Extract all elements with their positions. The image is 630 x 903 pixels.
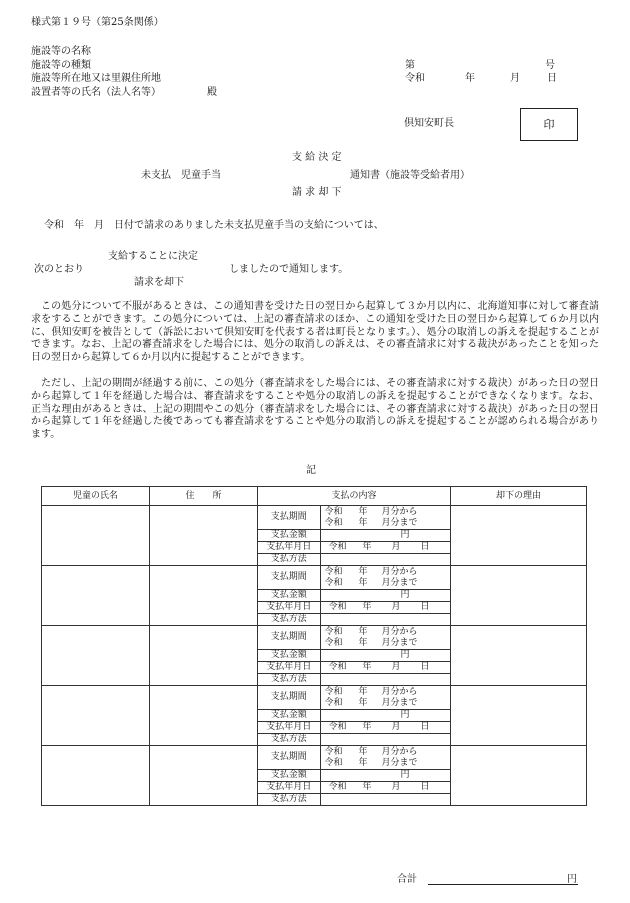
payment-table xyxy=(41,486,587,806)
period-value[interactable]: 令和 年 月分から 令和 年 月分まで xyxy=(320,566,450,590)
child-name-cell[interactable] xyxy=(42,746,150,806)
payment-details-grid xyxy=(258,566,450,625)
method-value[interactable] xyxy=(320,734,450,746)
address-cell[interactable] xyxy=(150,746,258,806)
period-value[interactable]: 令和 年 月分から 令和 年 月分まで xyxy=(320,686,450,710)
method-label: 支払方法 xyxy=(258,554,320,566)
date-value[interactable]: 令和 年 月 日 xyxy=(320,542,450,554)
decision-option-a: 支給することに決定 xyxy=(108,251,198,262)
date-value[interactable]: 令和 年 月 日 xyxy=(320,782,450,794)
date-value[interactable]: 令和 年 月 日 xyxy=(320,602,450,614)
method-value[interactable] xyxy=(320,794,450,806)
issue-date-year: 年 xyxy=(465,73,475,84)
appeal-notice-paragraph-2: ただし、上記の期間が経過する前に、この処分（審査請求をした場合には、その審査請求に対する裁決）があった日の翌日から起算して１年を経過した場合は、審査請求をすることや処分の取消しの訴えを提起することができなくなります。なお、正当な理由があるときは、上記の期間やこの処分（審査請求をした場合には、その審査請求に対する裁決）があった日の翌日から起算して１年を経過した後であっても審査請求をすることや処分の取消しの訴えを提起することが認められる場合があります。 xyxy=(31,378,599,441)
operator-name-label: 設置者等の氏名（法人名等） xyxy=(31,87,161,98)
title-left: 未支払 児童手当 xyxy=(141,170,221,181)
method-value[interactable] xyxy=(320,674,450,686)
child-name-cell[interactable] xyxy=(42,686,150,746)
doc-number-prefix: 第 xyxy=(405,60,415,71)
address-cell[interactable] xyxy=(150,686,258,746)
intro-text: 令和 年 月 日付で請求のありました未支払児童手当の支給については、 xyxy=(44,220,384,231)
date-label: 支払年月日 xyxy=(258,602,320,614)
table-row xyxy=(42,506,587,566)
payment-details-grid xyxy=(258,626,450,685)
amount-value[interactable]: 円 xyxy=(320,770,450,782)
child-name-cell[interactable] xyxy=(42,506,150,566)
payment-details-grid xyxy=(258,746,450,805)
amount-value[interactable]: 円 xyxy=(320,530,450,542)
amount-label: 支払金額 xyxy=(258,770,320,782)
child-name-cell[interactable] xyxy=(42,626,150,686)
decision-suffix: しましたので通知します。 xyxy=(229,264,349,275)
form-id: 様式第１９号（第25条関係） xyxy=(31,17,164,28)
method-label: 支払方法 xyxy=(258,734,320,746)
title-option-bottom: 請 求 却 下 xyxy=(292,187,342,198)
date-value[interactable]: 令和 年 月 日 xyxy=(320,662,450,674)
address-cell[interactable] xyxy=(150,506,258,566)
decision-prefix: 次のとおり xyxy=(34,264,84,275)
amount-value[interactable]: 円 xyxy=(320,710,450,722)
amount-value[interactable]: 円 xyxy=(320,590,450,602)
table-row xyxy=(42,566,587,626)
date-label: 支払年月日 xyxy=(258,662,320,674)
payment-details-cell xyxy=(258,626,451,686)
issue-date-day: 日 xyxy=(547,73,557,84)
method-label: 支払方法 xyxy=(258,674,320,686)
table-row xyxy=(42,746,587,806)
table-row xyxy=(42,686,587,746)
title-option-top: 支 給 決 定 xyxy=(292,152,342,163)
header-payment-details: 支払の内容 xyxy=(258,487,451,506)
title-right: 通知書（施設等受給者用） xyxy=(350,170,470,181)
appeal-notice-paragraph-1: この処分について不服があるときは、この通知書を受けた日の翌日から起算して３か月以内に、北海道知事に対して審査請求をすることができます。この処分については、上記の審査請求のほか、この通知を受けた日の翌日から起算して６か月以内に、倶知安町を被告として（訴訟において倶知安町を代表する者は町長となります。）、処分の取消しの訴えを提起することができます。なお、上記の審査請求をした場合には、処分の取消しの訴えは、その審査請求に対する裁決があったことを知った日の翌日から起算して６か月以内に提起することができます。 xyxy=(31,301,599,364)
method-label: 支払方法 xyxy=(258,794,320,806)
period-value[interactable]: 令和 年 月分から 令和 年 月分まで xyxy=(320,626,450,650)
address-cell[interactable] xyxy=(150,626,258,686)
period-label: 支払期間 xyxy=(258,746,320,770)
decision-option-b: 請求を却下 xyxy=(134,277,184,288)
period-label: 支払期間 xyxy=(258,506,320,530)
issue-date-era: 令和 xyxy=(405,73,425,84)
period-value[interactable]: 令和 年 月分から 令和 年 月分まで xyxy=(320,506,450,530)
payment-details-grid xyxy=(258,686,450,745)
amount-label: 支払金額 xyxy=(258,590,320,602)
rejection-reason-cell[interactable] xyxy=(451,746,587,806)
rejection-reason-cell[interactable] xyxy=(451,686,587,746)
seal-mark: 印 xyxy=(543,117,555,131)
method-value[interactable] xyxy=(320,614,450,626)
payment-details-cell xyxy=(258,686,451,746)
payment-details-cell xyxy=(258,506,451,566)
section-label: 記 xyxy=(306,465,316,476)
honorific: 殿 xyxy=(207,87,217,98)
amount-label: 支払金額 xyxy=(258,650,320,662)
header-rejection-reason: 却下の理由 xyxy=(451,487,587,506)
facility-type-label: 施設等の種類 xyxy=(31,60,91,71)
period-label: 支払期間 xyxy=(258,686,320,710)
total-underline[interactable] xyxy=(428,884,578,885)
amount-value[interactable]: 円 xyxy=(320,650,450,662)
header-child-name: 児童の氏名 xyxy=(42,487,150,506)
date-label: 支払年月日 xyxy=(258,782,320,794)
seal-box xyxy=(520,108,578,141)
method-label: 支払方法 xyxy=(258,614,320,626)
issue-date-month: 月 xyxy=(510,73,520,84)
rejection-reason-cell[interactable] xyxy=(451,566,587,626)
rejection-reason-cell[interactable] xyxy=(451,506,587,566)
table-header-row xyxy=(42,487,587,506)
facility-name-label: 施設等の名称 xyxy=(31,46,91,57)
period-value[interactable]: 令和 年 月分から 令和 年 月分まで xyxy=(320,746,450,770)
payment-details-grid xyxy=(258,506,450,565)
amount-label: 支払金額 xyxy=(258,710,320,722)
table-row xyxy=(42,626,587,686)
header-address: 住 所 xyxy=(150,487,258,506)
period-label: 支払期間 xyxy=(258,626,320,650)
amount-label: 支払金額 xyxy=(258,530,320,542)
rejection-reason-cell[interactable] xyxy=(451,626,587,686)
payment-details-cell xyxy=(258,566,451,626)
address-cell[interactable] xyxy=(150,566,258,626)
period-label: 支払期間 xyxy=(258,566,320,590)
facility-address-label: 施設等所在地又は里親住所地 xyxy=(31,73,161,84)
child-name-cell[interactable] xyxy=(42,566,150,626)
total-unit: 円 xyxy=(567,874,577,885)
total-label: 合計 xyxy=(397,874,417,885)
date-label: 支払年月日 xyxy=(258,542,320,554)
method-value[interactable] xyxy=(320,554,450,566)
date-value[interactable]: 令和 年 月 日 xyxy=(320,722,450,734)
doc-number-suffix: 号 xyxy=(545,60,555,71)
date-label: 支払年月日 xyxy=(258,722,320,734)
issuer-name: 倶知安町長 xyxy=(404,118,454,129)
payment-details-cell xyxy=(258,746,451,806)
